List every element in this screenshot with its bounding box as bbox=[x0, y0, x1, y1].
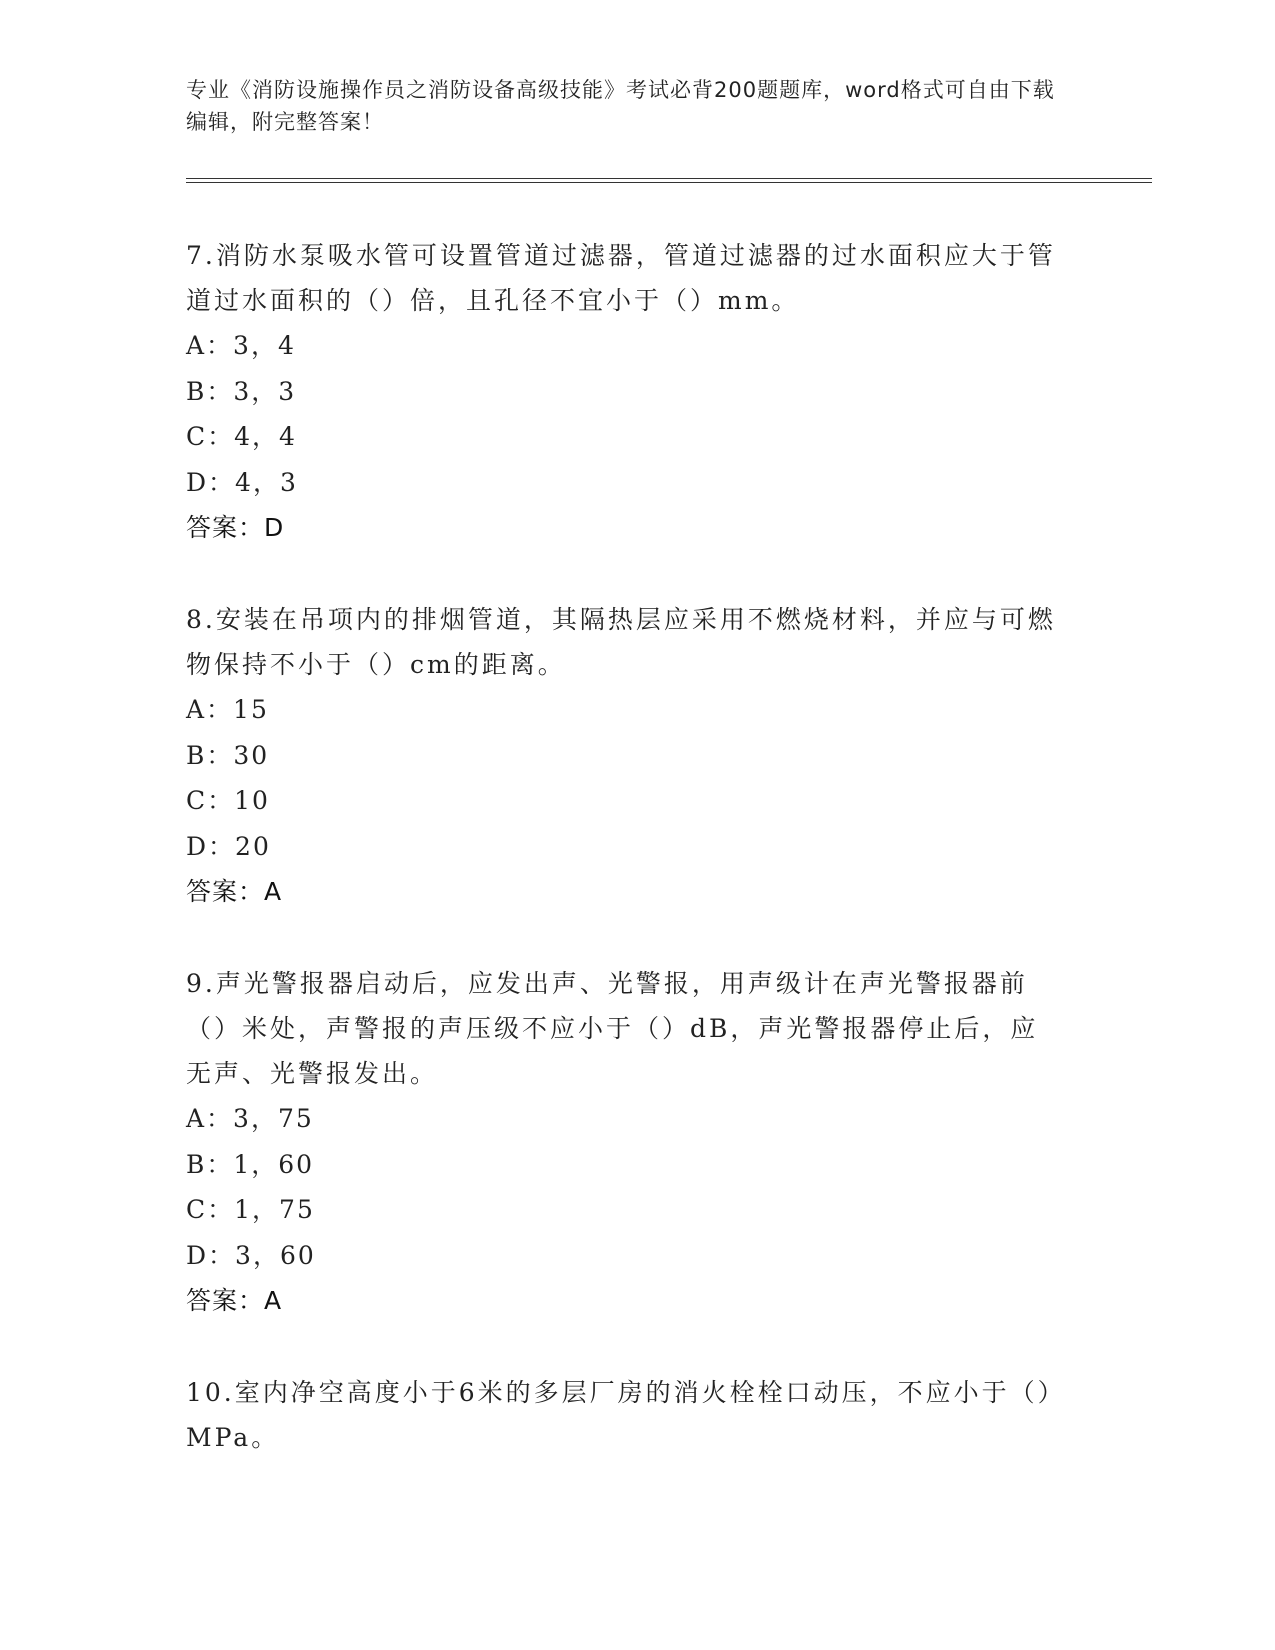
answer-line: 答案：D bbox=[186, 513, 285, 542]
question-8 bbox=[186, 597, 1066, 914]
question-9 bbox=[186, 961, 1066, 1323]
answer-line: 答案：A bbox=[186, 1286, 283, 1315]
option-d: D：3，60 bbox=[186, 1240, 316, 1270]
question-stem: 9.声光警报器启动后，应发出声、光警报，用声级计在声光警报器前（）米处，声警报的声压级不应小于（）dB，声光警报器停止后，应无声、光警报发出。 bbox=[186, 969, 1039, 1088]
option-a: A：3，4 bbox=[186, 331, 296, 360]
option-d: D：20 bbox=[186, 831, 271, 861]
option-c: C：4，4 bbox=[186, 422, 297, 451]
option-b: B：1，60 bbox=[186, 1149, 315, 1179]
header-divider-bottom bbox=[186, 182, 1152, 183]
option-d: D：4，3 bbox=[186, 467, 298, 497]
answer-line: 答案：A bbox=[186, 877, 283, 906]
option-b: B：3，3 bbox=[186, 376, 297, 406]
document-header: 专业《消防设施操作员之消防设备高级技能》考试必背200题题库，word格式可自由下载编辑，附完整答案！ bbox=[186, 78, 1055, 134]
question-10 bbox=[186, 1370, 1066, 1460]
option-a: A：3，75 bbox=[186, 1104, 314, 1133]
option-c: C：10 bbox=[186, 786, 270, 815]
option-a: A：15 bbox=[186, 695, 269, 724]
question-stem: 7.消防水泵吸水管可设置管道过滤器，管道过滤器的过水面积应大于管道过水面积的（）倍，且孔径不宜小于（）mm。 bbox=[186, 241, 1056, 315]
question-7 bbox=[186, 233, 1066, 550]
question-stem: 10.室内净空高度小于6米的多层厂房的消火栓栓口动压，不应小于（）MPa。 bbox=[186, 1378, 1066, 1452]
option-c: C：1，75 bbox=[186, 1195, 315, 1224]
header-divider-top bbox=[186, 178, 1152, 179]
question-stem: 8.安装在吊项内的排烟管道，其隔热层应采用不燃烧材料，并应与可燃物保持不小于（）cm的距离。 bbox=[186, 605, 1056, 679]
option-b: B：30 bbox=[186, 740, 270, 770]
